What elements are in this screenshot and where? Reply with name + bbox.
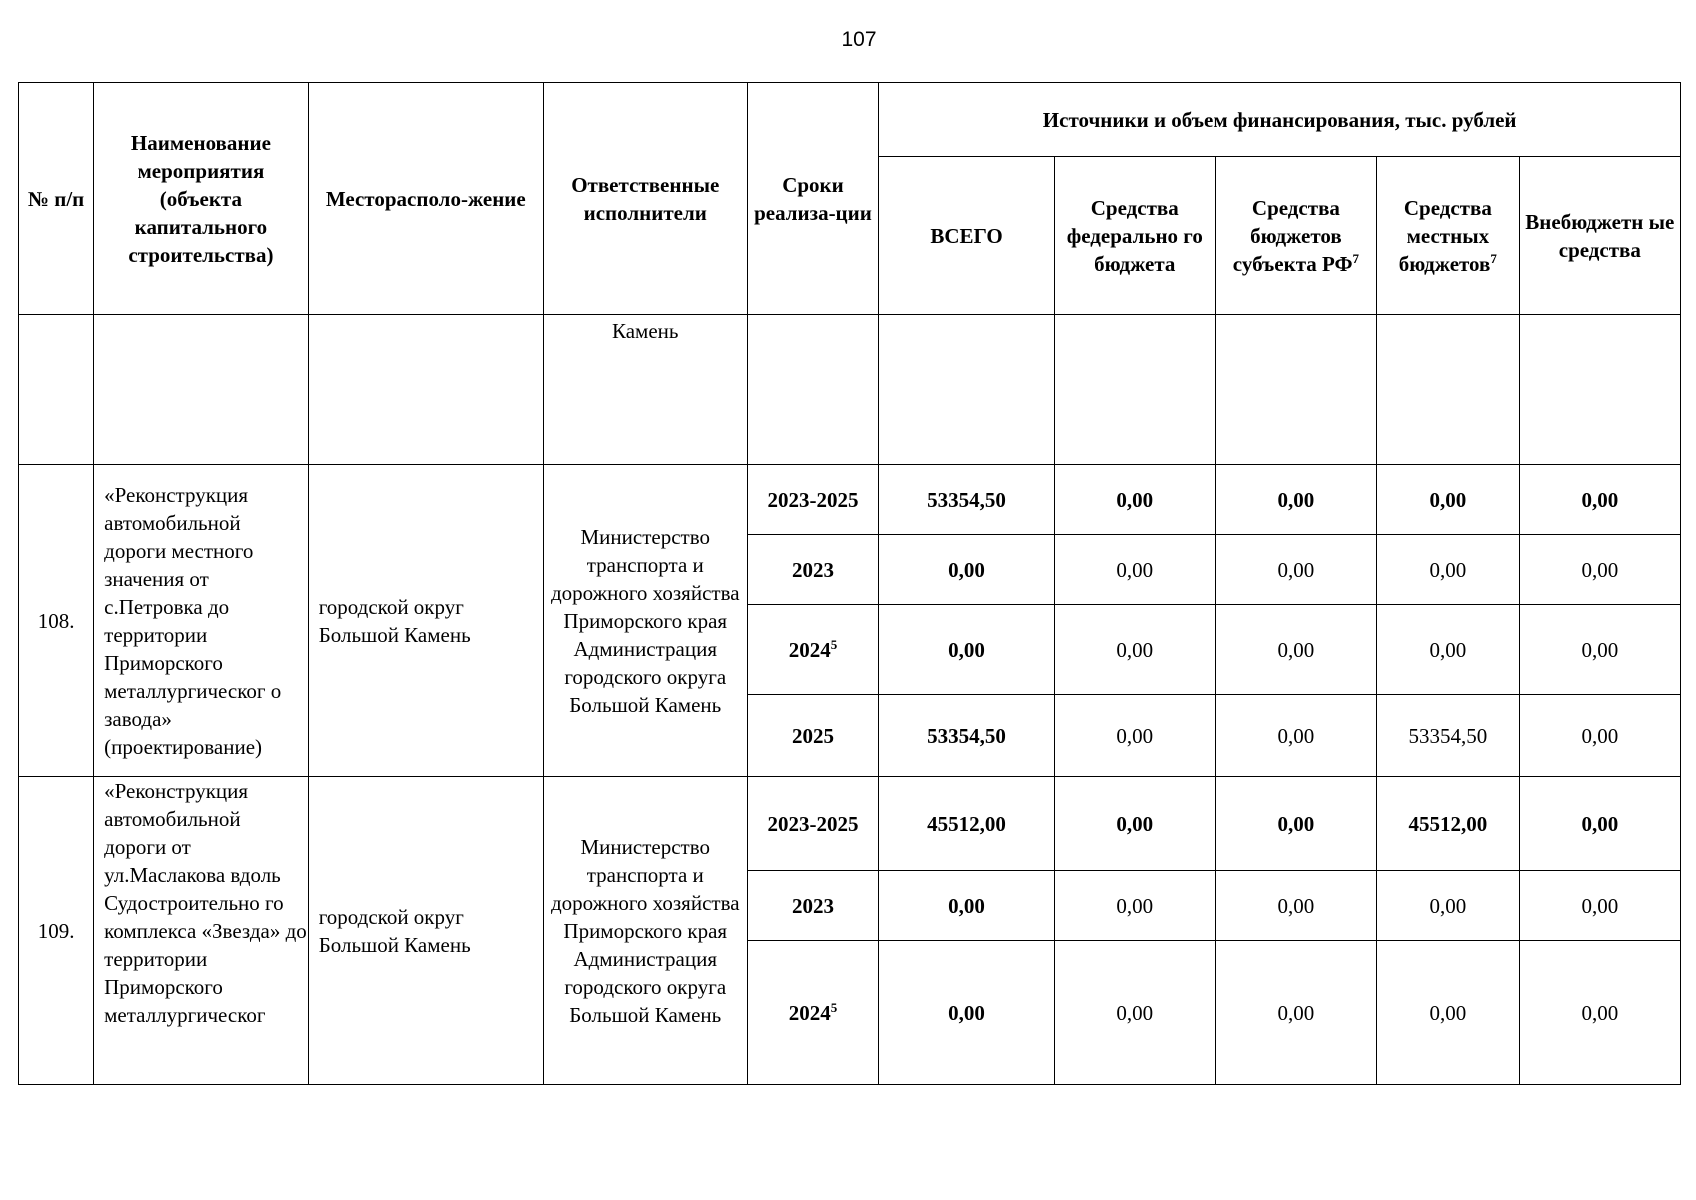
subject-cell: 0,00 xyxy=(1215,605,1376,695)
federal-cell: 0,00 xyxy=(1054,871,1215,941)
header-subject xyxy=(1215,157,1376,315)
extra-cell: 0,00 xyxy=(1519,605,1680,695)
local-cell: 0,00 xyxy=(1377,465,1520,535)
header-federal: Средства федерально го бюджета xyxy=(1054,157,1215,315)
subject-cell: 0,00 xyxy=(1215,695,1376,777)
period-cell xyxy=(747,605,879,695)
extra-cell: 0,00 xyxy=(1519,535,1680,605)
extra-cell: 0,00 xyxy=(1519,871,1680,941)
entry-no: 108. xyxy=(19,465,94,777)
header-financing-group: Источники и объем финансирования, тыс. рублей xyxy=(879,83,1681,157)
extra-cell: 0,00 xyxy=(1519,695,1680,777)
period-cell: 2023 xyxy=(747,535,879,605)
local-cell: 0,00 xyxy=(1377,941,1520,1085)
period-cell: 2023-2025 xyxy=(747,465,879,535)
header-subject-text: Средства бюджетов субъекта РФ xyxy=(1232,195,1353,276)
continuation-total xyxy=(879,315,1054,465)
entry-name: «Реконструкция автомобильной дороги от ул.Маслакова вдоль Судостроительно го комплекса «Звезда» до территории Приморского металлургическог xyxy=(94,777,309,1085)
subject-cell: 0,00 xyxy=(1215,871,1376,941)
header-subject-footnote: 7 xyxy=(1352,250,1360,266)
continuation-no xyxy=(19,315,94,465)
period-footnote: 5 xyxy=(830,636,838,652)
header-local-text: Средства местных бюджетов xyxy=(1398,195,1492,276)
period-cell: 2023 xyxy=(747,871,879,941)
header-period: Сроки реализа-ции xyxy=(747,83,879,315)
period-cell: 2023-2025 xyxy=(747,777,879,871)
header-local-footnote: 7 xyxy=(1490,250,1497,266)
header-responsible: Ответственные исполнители xyxy=(543,83,747,315)
table-row xyxy=(19,465,1681,535)
financing-table xyxy=(18,82,1681,1085)
page-number: 107 xyxy=(841,28,877,51)
local-cell: 0,00 xyxy=(1377,871,1520,941)
continuation-local xyxy=(1377,315,1520,465)
extra-cell: 0,00 xyxy=(1519,777,1680,871)
entry-responsible: Министерство транспорта и дорожного хозяйства Приморского края Администрация городского округа Большой Камень xyxy=(543,465,747,777)
continuation-period xyxy=(747,315,879,465)
federal-cell: 0,00 xyxy=(1054,777,1215,871)
total-cell: 0,00 xyxy=(879,605,1054,695)
header-location: Месторасполо-жение xyxy=(308,83,543,315)
period-footnote: 5 xyxy=(830,999,838,1015)
local-cell: 0,00 xyxy=(1377,605,1520,695)
table-row xyxy=(19,777,1681,871)
total-cell: 53354,50 xyxy=(879,465,1054,535)
entry-responsible: Министерство транспорта и дорожного хозяйства Приморского края Администрация городского округа Большой Камень xyxy=(543,777,747,1085)
continuation-row xyxy=(19,315,1681,465)
continuation-federal xyxy=(1054,315,1215,465)
header-total: ВСЕГО xyxy=(879,157,1054,315)
total-cell: 0,00 xyxy=(879,941,1054,1085)
total-cell: 0,00 xyxy=(879,871,1054,941)
extra-cell: 0,00 xyxy=(1519,941,1680,1085)
total-cell: 53354,50 xyxy=(879,695,1054,777)
local-cell: 0,00 xyxy=(1377,535,1520,605)
period-cell xyxy=(747,941,879,1085)
entry-location: городской округ Большой Камень xyxy=(308,465,543,777)
header-local xyxy=(1377,157,1520,315)
period-text: 2024 xyxy=(788,637,831,662)
local-cell: 53354,50 xyxy=(1377,695,1520,777)
total-cell: 0,00 xyxy=(879,535,1054,605)
subject-cell: 0,00 xyxy=(1215,941,1376,1085)
continuation-responsible: Камень xyxy=(543,315,747,465)
period-cell: 2025 xyxy=(747,695,879,777)
period-text: 2024 xyxy=(788,1000,831,1025)
subject-cell: 0,00 xyxy=(1215,535,1376,605)
federal-cell: 0,00 xyxy=(1054,535,1215,605)
entry-location: городской округ Большой Камень xyxy=(308,777,543,1085)
federal-cell: 0,00 xyxy=(1054,465,1215,535)
header-no: № п/п xyxy=(19,83,94,315)
subject-cell: 0,00 xyxy=(1215,465,1376,535)
federal-cell: 0,00 xyxy=(1054,695,1215,777)
federal-cell: 0,00 xyxy=(1054,941,1215,1085)
header-name: Наименование мероприятия (объекта капитального строительства) xyxy=(94,83,309,315)
continuation-location xyxy=(308,315,543,465)
continuation-name xyxy=(94,315,309,465)
federal-cell: 0,00 xyxy=(1054,605,1215,695)
header-extra: Внебюджетн ые средства xyxy=(1519,157,1680,315)
extra-cell: 0,00 xyxy=(1519,465,1680,535)
continuation-extra xyxy=(1519,315,1680,465)
entry-name: «Реконструкция автомобильной дороги местного значения от с.Петровка до территории Приморского металлургическог о завода» (проектирование) xyxy=(94,465,309,777)
total-cell: 45512,00 xyxy=(879,777,1054,871)
entry-no: 109. xyxy=(19,777,94,1085)
subject-cell: 0,00 xyxy=(1215,777,1376,871)
continuation-subject xyxy=(1215,315,1376,465)
local-cell: 45512,00 xyxy=(1377,777,1520,871)
